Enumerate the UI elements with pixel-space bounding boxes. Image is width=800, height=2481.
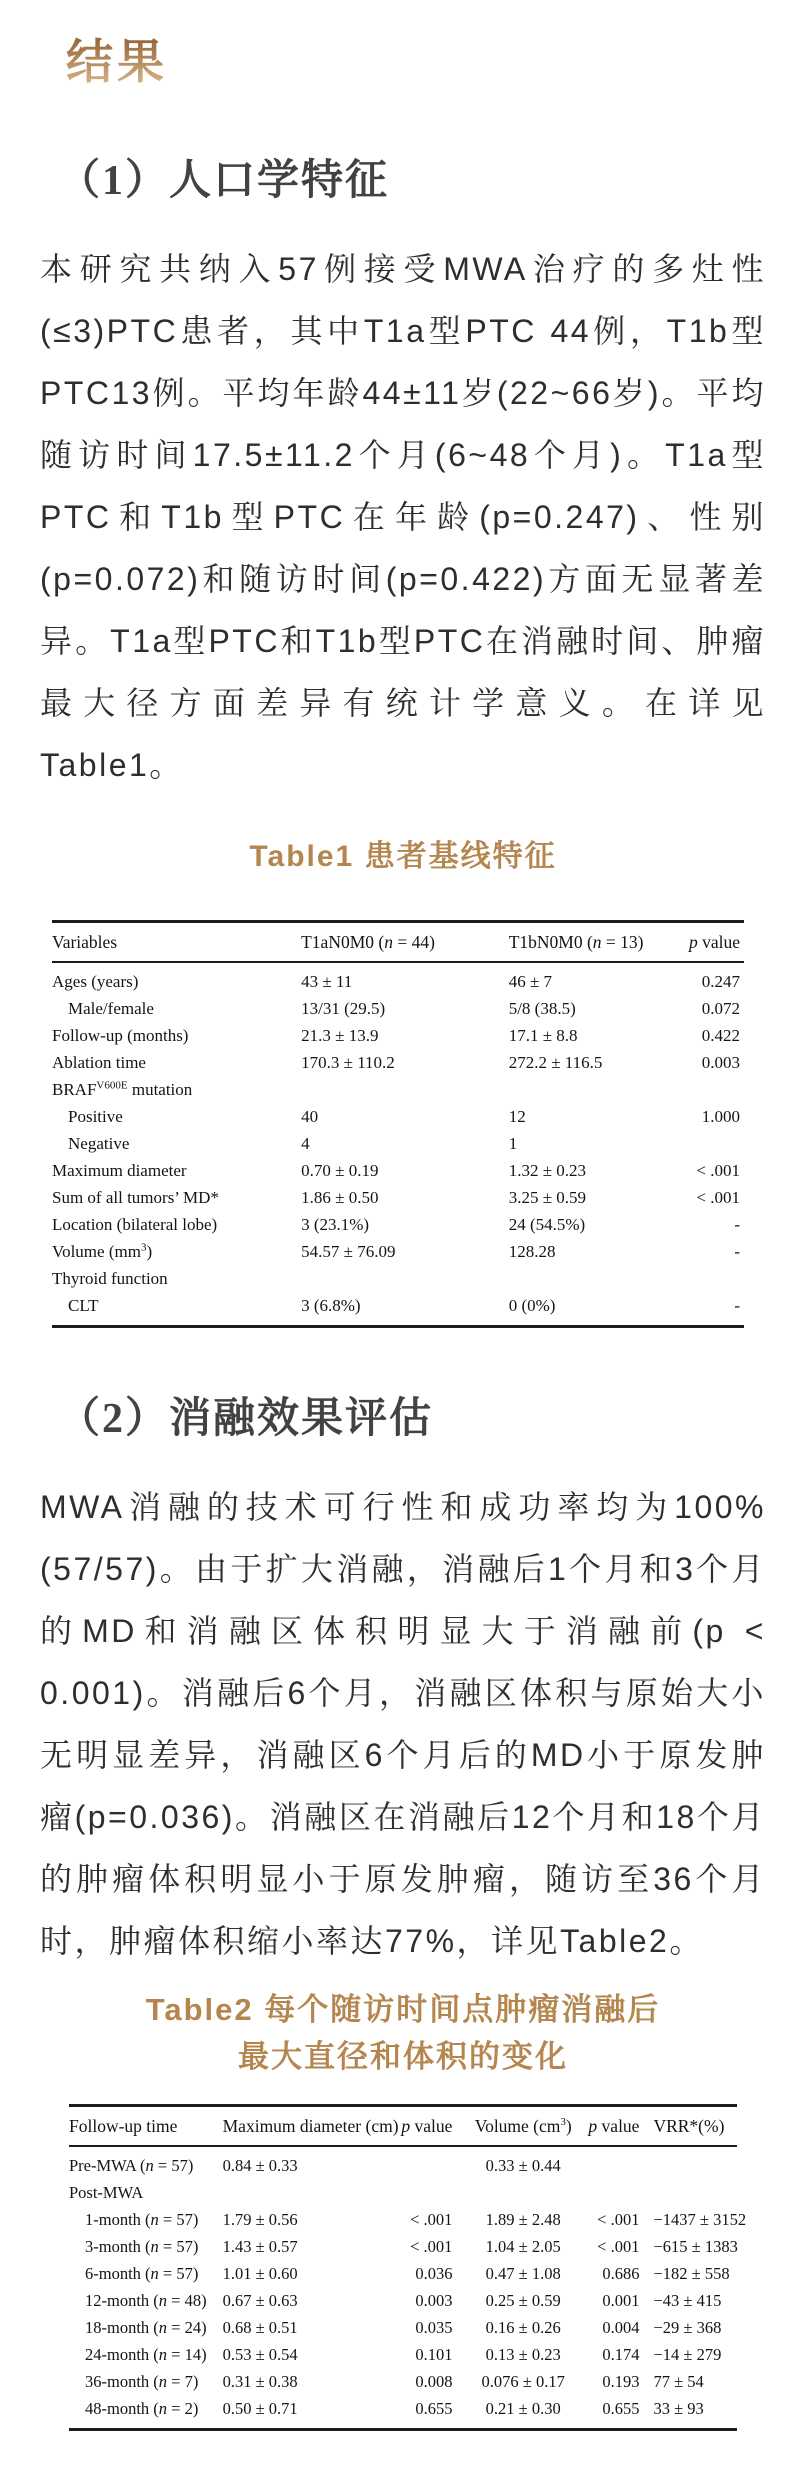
cell-value: 0.13 ± 0.23	[485, 2345, 561, 2364]
row-label: Sum of all tumors’ MD*	[52, 1188, 219, 1207]
cell-value: −1437 ± 3152	[653, 2210, 747, 2229]
cell-value: −43 ± 415	[653, 2291, 722, 2310]
table-row	[69, 2342, 737, 2369]
cell-value	[653, 2180, 737, 2207]
cell-value: −29 ± 368	[653, 2318, 722, 2337]
cell-value: 0.31 ± 0.38	[222, 2372, 298, 2391]
table2-header-row	[69, 2106, 737, 2147]
table1-caption: Table1 患者基线特征	[249, 840, 557, 873]
table-row	[52, 962, 744, 996]
column-header: Variables	[52, 922, 301, 963]
cell-value: 0.004	[602, 2318, 640, 2337]
cell-value	[661, 1077, 744, 1104]
section1-heading: （1）人口学特征	[58, 158, 390, 204]
cell-value: 12	[508, 1107, 526, 1126]
cell-value: 0.076 ± 0.17	[481, 2372, 565, 2391]
cell-value	[466, 2180, 580, 2207]
row-label: 24-month (n = 14)	[85, 2345, 207, 2364]
section2-paragraph: MWA消融的技术可行性和成功率均为100%(57/57)。由于扩大消融，消融后1个月和3个月的MD和消融区体积明显大于消融前(p < 0.001)。消融后6个月，消融区体积与原始大小无明显差异，消融区6个月后的MD小于原发肿瘤(p=0.036)。消融区在消融后12个月和18个月的肿瘤体积明显小于原发肿瘤，随访至36个月时，肿瘤体积缩小率达77%，详见Table2。	[40, 1489, 766, 1959]
row-label: Post-MWA	[69, 2183, 144, 2202]
row-label: Volume $(mm^3)$	[52, 1241, 153, 1261]
row-label: CLT	[68, 1296, 99, 1315]
cell-value: 0.70 ± 0.19	[301, 1161, 379, 1180]
cell-value: 0.50 ± 0.71	[222, 2399, 298, 2418]
table-row	[52, 1158, 744, 1185]
cell-value: 0 (0%)	[508, 1296, 556, 1315]
cell-value: 0.035	[415, 2318, 453, 2337]
table-row	[52, 1023, 744, 1050]
row-label: $BRAF^{V600E}$ mutation	[52, 1079, 193, 1099]
table-row	[69, 2396, 737, 2430]
row-label: Thyroid function	[52, 1269, 168, 1288]
cell-value	[223, 2180, 397, 2207]
cell-value: 0.84 ± 0.33	[222, 2156, 298, 2175]
cell-value: 0.25 ± 0.59	[485, 2291, 561, 2310]
table-row	[69, 2261, 737, 2288]
table2-caption-line2: 最大直径和体积的变化	[238, 2039, 568, 2074]
table-row	[52, 1131, 744, 1158]
table1-baseline-characteristics	[52, 920, 744, 1328]
cell-value: 21.3 ± 13.9	[301, 1026, 379, 1045]
cell-value	[301, 1266, 509, 1293]
table1-header-row	[52, 922, 744, 963]
row-label: Ablation time	[52, 1053, 146, 1072]
cell-value	[580, 2180, 653, 2207]
cell-value: -	[734, 1215, 740, 1234]
table-row	[69, 2369, 737, 2396]
column-header: T1aN0M0 (n = 44)	[301, 922, 509, 963]
cell-value: 0.036	[415, 2264, 453, 2283]
cell-value	[580, 2146, 653, 2180]
cell-value: 77 ± 54	[653, 2372, 704, 2391]
cell-value: 0.101	[415, 2345, 453, 2364]
table-row	[69, 2180, 737, 2207]
column-header: T1bN0M0 (n = 13)	[509, 922, 661, 963]
cell-value: 1.89 ± 2.48	[485, 2210, 561, 2229]
row-label: Pre-MWA (n = 57)	[69, 2156, 194, 2175]
table-row	[69, 2288, 737, 2315]
cell-value: -	[734, 1242, 740, 1261]
cell-value: 46 ± 7	[508, 972, 553, 991]
cell-value: −615 ± 1383	[653, 2237, 738, 2256]
cell-value: 17.1 ± 8.8	[508, 1026, 578, 1045]
cell-value	[396, 2180, 466, 2207]
cell-value: −182 ± 558	[653, 2264, 730, 2283]
cell-value: 43 ± 11	[301, 972, 353, 991]
row-label: Negative	[68, 1134, 130, 1153]
cell-value: 0.174	[602, 2345, 640, 2364]
cell-value: 1.01 ± 0.60	[222, 2264, 298, 2283]
cell-value: 13/31 (29.5)	[301, 999, 386, 1018]
page-title: 结果	[66, 36, 766, 90]
cell-value: 40	[301, 1107, 319, 1126]
cell-value: −14 ± 279	[653, 2345, 722, 2364]
cell-value: 0.001	[602, 2291, 640, 2310]
cell-value: 3 (23.1%)	[301, 1215, 370, 1234]
cell-value: 0.16 ± 0.26	[485, 2318, 561, 2337]
cell-value: < .001	[696, 1161, 740, 1180]
cell-value: 1.32 ± 0.23	[508, 1161, 587, 1180]
cell-value: 0.686	[602, 2264, 640, 2283]
column-header: Follow-up time	[69, 2106, 223, 2147]
cell-value: < .001	[597, 2210, 640, 2229]
cell-value: 170.3 ± 110.2	[301, 1053, 395, 1072]
cell-value: 0.33 ± 0.44	[485, 2156, 561, 2175]
cell-value: 0.655	[602, 2399, 640, 2418]
table2-caption-line1: Table2 每个随访时间点肿瘤消融后	[145, 1992, 661, 2027]
column-header: Volume $(cm^3)$	[466, 2106, 580, 2147]
column-header: p value	[396, 2106, 466, 2147]
column-header: p value	[580, 2106, 653, 2147]
row-label: 6-month (n = 57)	[85, 2264, 199, 2283]
cell-value	[509, 1266, 661, 1293]
cell-value	[661, 1131, 744, 1158]
row-label: 48-month (n = 2)	[85, 2399, 199, 2418]
table-row	[52, 1050, 744, 1077]
section1-paragraph: 本研究共纳入57例接受MWA治疗的多灶性(≤3)PTC患者，其中T1a型PTC 44例，T1b型PTC13例。平均年龄44±11岁(22~66岁)。平均随访时间17.5±11.2个月(6~48个月)。T1a型PTC和T1b型PTC在年龄(p=0.247)、性别(p=0.072)和随访时间(p=0.422)方面无显著差异。T1a型PTC和T1b型PTC在消融时间、肿瘤最大径方面差异有统计学意义。在详见Table1。	[40, 251, 766, 783]
cell-value	[653, 2146, 737, 2180]
cell-value: 0.422	[701, 1026, 740, 1045]
row-label: Ages (years)	[52, 972, 139, 991]
table-row	[52, 1212, 744, 1239]
cell-value: 272.2 ± 116.5	[508, 1053, 603, 1072]
table-row	[52, 996, 744, 1023]
cell-value: -	[734, 1296, 740, 1315]
cell-value: 0.072	[701, 999, 740, 1018]
row-label: 18-month (n = 24)	[85, 2318, 207, 2337]
cell-value: 0.008	[415, 2372, 453, 2391]
cell-value: 1.000	[701, 1107, 740, 1126]
cell-value: < .001	[597, 2237, 640, 2256]
table-row	[69, 2315, 737, 2342]
table2-body	[69, 2146, 747, 2430]
row-label: 36-month (n = 7)	[85, 2372, 199, 2391]
cell-value: 0.67 ± 0.63	[222, 2291, 298, 2310]
cell-value: 0.193	[602, 2372, 640, 2391]
column-header: VRR*(%)	[653, 2106, 737, 2147]
cell-value: 33 ± 93	[653, 2399, 704, 2418]
cell-value	[396, 2146, 466, 2180]
table1-body	[52, 962, 744, 1327]
cell-value: 3 (6.8%)	[301, 1296, 361, 1315]
row-label: 1-month (n = 57)	[85, 2210, 199, 2229]
row-label: Male/female	[68, 999, 154, 1018]
row-label: Maximum diameter	[52, 1161, 187, 1180]
cell-value: 0.003	[701, 1053, 740, 1072]
cell-value: 1.04 ± 2.05	[485, 2237, 561, 2256]
cell-value: 1.86 ± 0.50	[301, 1188, 379, 1207]
table2-caption	[40, 1986, 766, 2080]
cell-value: < .001	[696, 1188, 740, 1207]
column-header: Maximum diameter (cm)	[223, 2106, 397, 2147]
table2-followup-changes	[69, 2104, 747, 2431]
cell-value: 128.28	[508, 1242, 556, 1261]
cell-value: 0.68 ± 0.51	[222, 2318, 298, 2337]
table-row	[52, 1104, 744, 1131]
cell-value: 1.43 ± 0.57	[222, 2237, 298, 2256]
section2-heading: （2）消融效果评估	[58, 1396, 434, 1442]
row-label: 12-month (n = 48)	[85, 2291, 207, 2310]
table-row	[69, 2146, 737, 2180]
cell-value	[509, 1077, 661, 1104]
cell-value	[301, 1077, 509, 1104]
cell-value: 0.53 ± 0.54	[222, 2345, 298, 2364]
cell-value: < .001	[410, 2237, 453, 2256]
cell-value: 4	[301, 1134, 310, 1153]
table-row	[52, 1293, 744, 1327]
cell-value: 5/8 (38.5)	[508, 999, 576, 1018]
row-label: Positive	[68, 1107, 123, 1126]
table-row	[52, 1266, 744, 1293]
row-label: 3-month (n = 57)	[85, 2237, 199, 2256]
table-row	[52, 1185, 744, 1212]
table-row	[69, 2207, 737, 2234]
cell-value	[661, 1266, 744, 1293]
table-row	[52, 1239, 744, 1266]
cell-value: 1	[508, 1134, 518, 1153]
table-row	[52, 1077, 744, 1104]
cell-value: 0.655	[415, 2399, 453, 2418]
cell-value: 1.79 ± 0.56	[222, 2210, 298, 2229]
cell-value: 0.21 ± 0.30	[485, 2399, 561, 2418]
cell-value: 0.003	[415, 2291, 453, 2310]
cell-value: 3.25 ± 0.59	[508, 1188, 587, 1207]
row-label: Location (bilateral lobe)	[52, 1215, 218, 1234]
table-row	[69, 2234, 737, 2261]
cell-value: 24 (54.5%)	[508, 1215, 586, 1234]
cell-value: < .001	[410, 2210, 453, 2229]
column-header: p value	[661, 922, 744, 963]
cell-value: 0.247	[701, 972, 740, 991]
row-label: Follow-up (months)	[52, 1026, 189, 1045]
cell-value: 54.57 ± 76.09	[301, 1242, 396, 1261]
cell-value: 0.47 ± 1.08	[485, 2264, 561, 2283]
